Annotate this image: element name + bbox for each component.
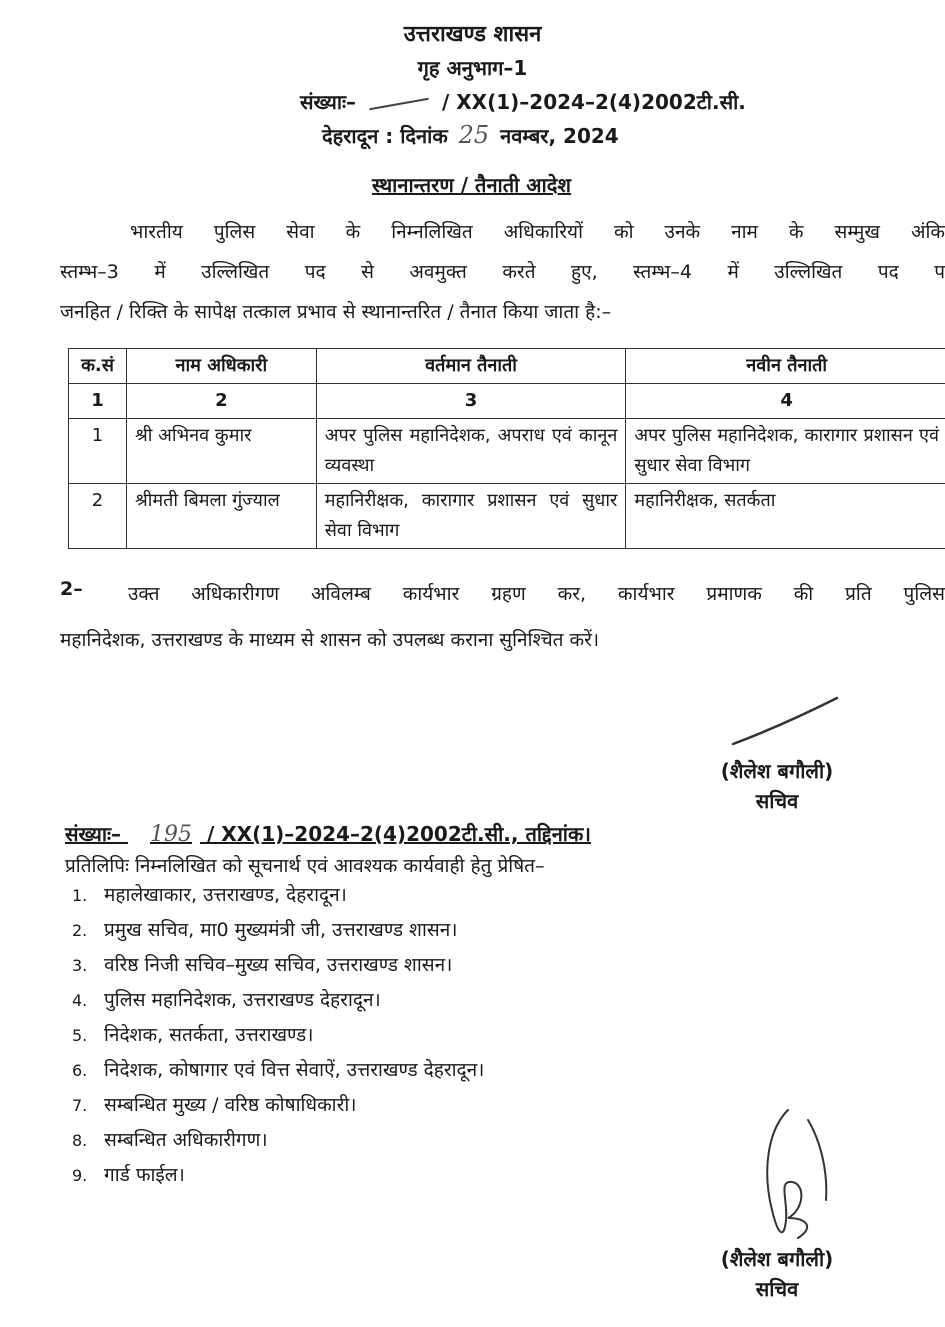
point2-paragraph-cont [60, 620, 945, 660]
point2-label: 2– [60, 578, 83, 600]
copy-intro: प्रतिलिपिः निम्नलिखित को सूचनार्थ एवं आवश्यक कार्यवाही हेतु प्रेषित– [65, 855, 545, 877]
list-item: 8. सम्बन्धित अधिकारीगण। [72, 1129, 268, 1151]
row-new-posting: महानिरीक्षक, सतर्कता [626, 484, 945, 549]
signature-block-2 [692, 1244, 862, 1304]
date-day-handwritten: 25 [458, 121, 490, 149]
copy-distribution-list [72, 878, 484, 1193]
header-officer-name: नाम अधिकारी [126, 349, 316, 384]
copy-reference-line [65, 820, 591, 847]
list-item: 1. महालेखाकार, उत्तराखण्ड, देहरादून। [72, 884, 347, 906]
signature-block-1 [692, 756, 862, 816]
copy-reference-handwritten-number: 195 [150, 822, 193, 847]
signatory-designation: सचिव [755, 1277, 799, 1301]
reference-label: संख्याः– [300, 90, 357, 114]
table-row [69, 419, 945, 484]
list-item: 9. गार्ड फाईल। [72, 1164, 185, 1186]
row-new-posting: अपर पुलिस महानिदेशक, कारागार प्रशासन एवं सुधार सेवा विभाग [626, 419, 945, 484]
row-current-posting: महानिरीक्षक, कारागार प्रशासन एवं सुधार सेवा विभाग [316, 484, 626, 549]
intro-line-2: स्तम्भ–3 में उल्लिखित पद से अवमुक्त करते हुए, स्तम्भ–4 में उल्लिखित पद प [60, 261, 945, 283]
intro-line-3: जनहित / रिक्ति के सापेक्ष तत्काल प्रभाव से स्थानान्तरित / तैनात किया जाता है:– [60, 301, 612, 323]
copy-reference-number: / XX(1)–2024–2(4)2002टी.सी., तद्दिनांक। [206, 822, 591, 846]
header-current-posting: वर्तमान तैनाती [316, 349, 626, 384]
table-row [69, 484, 945, 549]
column-number: 2 [126, 384, 316, 419]
row-serial: 1 [69, 419, 127, 484]
signature-mark-2 [748, 1100, 848, 1250]
intro-paragraph [60, 212, 945, 332]
list-item: 6. निदेशक, कोषागार एवं वित्त सेवाऐं, उत्तराखण्ड देहरादून। [72, 1059, 485, 1081]
transfer-table [68, 348, 945, 549]
header-serial: क.सं [69, 349, 127, 384]
list-item: 2. प्रमुख सचिव, मा0 मुख्यमंत्री जी, उत्तराखण्ड शासन। [72, 919, 458, 941]
table-header-row [69, 349, 945, 384]
date-suffix: नवम्बर, 2024 [500, 124, 619, 148]
intro-line-1: भारतीय पुलिस सेवा के निम्नलिखित अधिकारियों को उनके नाम के सम्मुख अंकि [130, 221, 945, 243]
point2-paragraph [128, 574, 945, 614]
list-item: 3. वरिष्ठ निजी सचिव–मुख्य सचिव, उत्तराखण्ड शासन। [72, 954, 453, 976]
column-number: 3 [316, 384, 626, 419]
order-subject: स्थानान्तरण / तैनाती आदेश [372, 173, 571, 197]
row-officer-name: श्री अभिनव कुमार [126, 419, 316, 484]
row-officer-name: श्रीमती बिमला गुंज्याल [126, 484, 316, 549]
date-prefix: देहरादून : दिनांक [322, 124, 448, 148]
reference-blank-stroke [369, 97, 428, 109]
list-item: 5. निदेशक, सतर्कता, उत्तराखण्ड। [72, 1024, 314, 1046]
signatory-name: (शैलेश बगौली) [720, 1247, 834, 1271]
signatory-designation: सचिव [755, 789, 799, 813]
point2-line-2: महानिदेशक, उत्तराखण्ड के माध्यम से शासन को उपलब्ध कराना सुनिश्चित करें। [60, 629, 600, 651]
column-number: 4 [626, 384, 945, 419]
section-title: गृह अनुभाग–1 [417, 56, 528, 80]
list-item: 7. सम्बन्धित मुख्य / वरिष्ठ कोषाधिकारी। [72, 1094, 357, 1116]
signatory-name: (शैलेश बगौली) [720, 759, 834, 783]
signature-mark [725, 692, 845, 752]
row-current-posting: अपर पुलिस महानिदेशक, अपराध एवं कानून व्यवस्था [316, 419, 626, 484]
reference-number: / XX(1)–2024–2(4)2002टी.सी. [441, 90, 746, 114]
column-number-row [69, 384, 945, 419]
header-new-posting: नवीन तैनाती [626, 349, 945, 384]
list-item: 4. पुलिस महानिदेशक, उत्तराखण्ड देहरादून। [72, 989, 381, 1011]
copy-reference-label: संख्याः– [65, 822, 122, 846]
date-line [322, 121, 619, 149]
point2-line-1: उक्त अधिकारीगण अविलम्ब कार्यभार ग्रहण कर, कार्यभार प्रमाणक की प्रति पुलिस [128, 583, 945, 605]
column-number: 1 [69, 384, 127, 419]
row-serial: 2 [69, 484, 127, 549]
government-title: उत्तराखण्ड शासन [403, 22, 542, 47]
reference-line [300, 88, 746, 115]
